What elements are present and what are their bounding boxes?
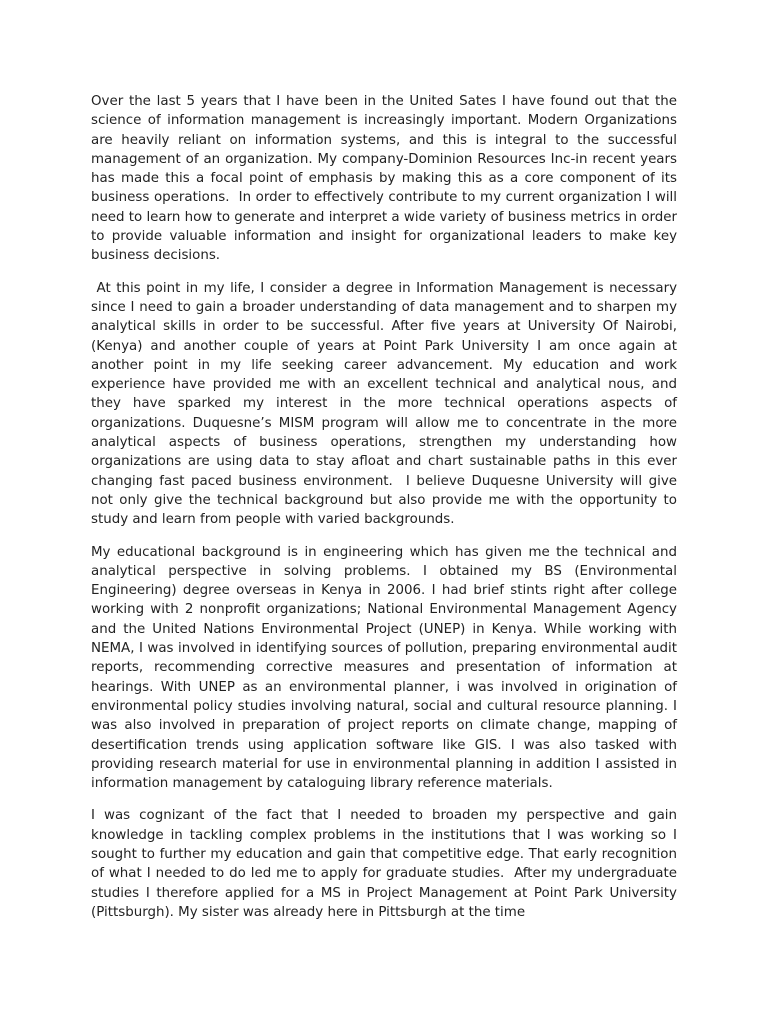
paragraph-graduate-studies: I was cognizant of the fact that I needed to broaden my perspective and gain knowledge in tackling complex problems in the institutions that I was working so I sought to further my education and gain that competitive edge. That early recognition of what I needed to do led me to apply for graduate studies. After my undergraduate studies I therefore applied for a MS in Project Management at Point Park University (Pittsburgh). My sister was already here in Pittsburgh at the time — [91, 808, 682, 920]
paragraph-intro: Over the last 5 years that I have been in the United Sates I have found out that the science of information management is increasingly important. Modern Organizations are heavily reliant on information systems, and this is integral to the successful management of an organization. My company-Dominion Resources Inc-in recent years has made this a focal point of emphasis by making this as a core component of its business operations. In order to effectively contribute to my current organization I will need to learn how to generate and interpret a wide variety of business metrics in order to provide valuable information and insight for organizational leaders to make key business decisions. — [91, 94, 682, 264]
paragraph-degree-motivation: At this point in my life, I consider a degree in Information Management is necessary since I need to gain a broader understanding of data management and to sharpen my analytical skills in order to be successful. After five years at University Of Nairobi, (Kenya) and another couple of years at Point Park University I am once again at another point in my life seeking career advancement. My education and work experience have provided me with an excellent technical and analytical nous, and they have sparked my interest in the more technical operations aspects of organizations. Duquesne’s MISM program will allow me to concentrate in the more analytical aspects of business operations, strengthen my understanding how organizations are using data to stay afloat and chart sustainable paths in this ever changing fast paced business environment. I believe Duquesne University will give not only give the technical background but also provide me with the opportunity to study and learn from people with varied backgrounds. — [91, 280, 682, 528]
document-page — [91, 92, 682, 935]
paragraph-educational-background: My educational background is in engineering which has given me the technical and analytical perspective in solving problems. I obtained my BS (Environmental Engineering) degree overseas in Kenya in 2006. I had brief stints right after college working with 2 nonprofit organizations; National Environmental Management Agency and the United Nations Environmental Project (UNEP) in Kenya. While working with NEMA, I was involved in identifying sources of pollution, preparing environmental audit reports, recommending corrective measures and presentation of information at hearings. With UNEP as an environmental planner, i was involved in origination of environmental policy studies involving natural, social and cultural resource planning. I was also involved in preparation of project reports on climate change, mapping of desertification trends using application software like GIS. I was also tasked with providing research material for use in environmental planning in addition I assisted in information management by cataloguing library reference materials. — [91, 544, 682, 792]
